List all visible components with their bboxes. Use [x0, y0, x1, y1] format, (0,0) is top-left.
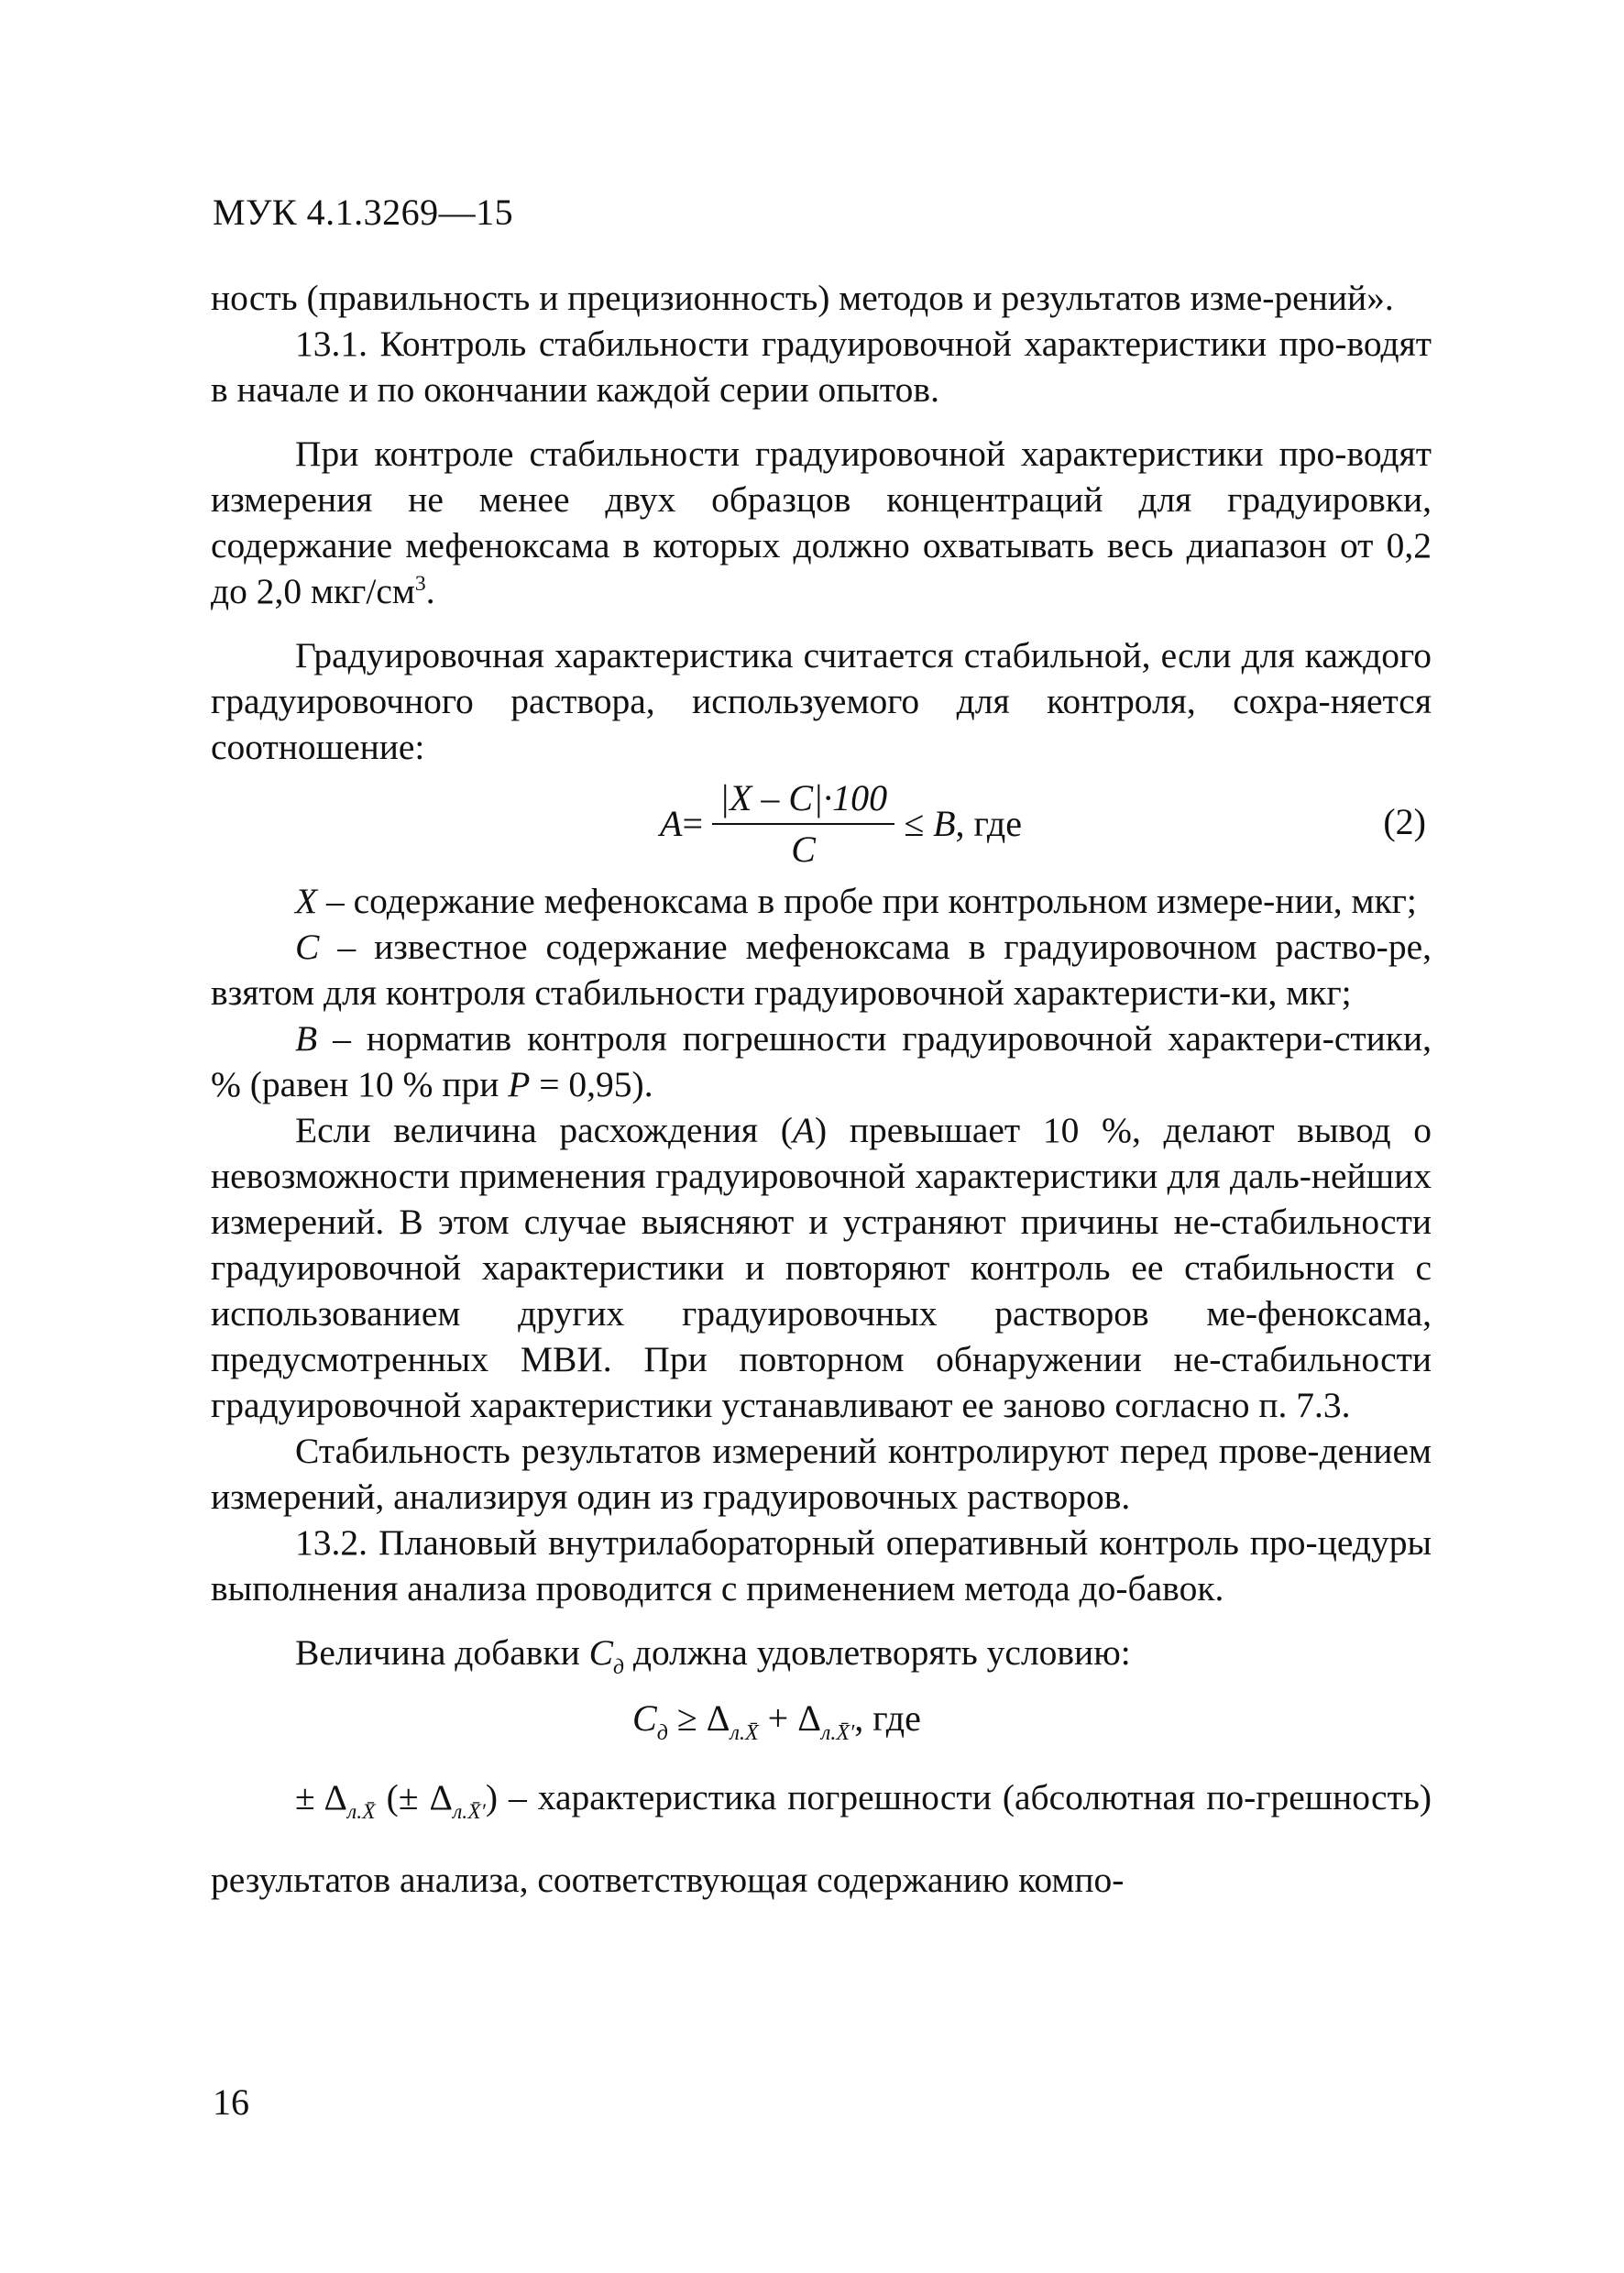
- page-number: 16: [213, 2081, 249, 2123]
- paragraph-stability-control: При контроле стабильности градуировочной характеристики про-водят измерения не менее двух образцов концентраций для градуировки, содержание мефеноксама в которых должно охватывать весь диапазон от 0,2 до 2,0 мкг/$см^3$.: [211, 434, 1432, 611]
- definition-c: С – известное содержание мефеноксама в градуировочном раство-ре, взятом для контроля стабильности градуировочной характеристи-ки, мкг;: [211, 927, 1432, 1013]
- formula-2: [211, 770, 1432, 878]
- body-text: [211, 275, 1432, 1914]
- definition-b: B – норматив контроля погрешности градуировочной характери-стики, % (равен 10 % при P = 0,95).: [211, 1018, 1432, 1104]
- formula-tail: , где: [955, 803, 1023, 844]
- formula-additive: [211, 1690, 1432, 1763]
- formula-additive-tail: , где: [854, 1697, 921, 1739]
- paragraph-discrepancy: Если величина расхождения (A) превышает 10 %, делают вывод о невозможности применения градуировочной характеристики для даль-нейших измерений. В этом случае выясняют и устраняют причины не-стабильности градуировочной характеристики и повторяют контроль ее стабильности с использованием других градуировочных растворов ме-феноксама, предусмотренных МВИ. При повторном обнаружении не-стабильности градуировочной характеристики устанавливают ее заново согласно п. 7.3.: [211, 1110, 1432, 1425]
- formula-additive-lhs-sub: д: [656, 1721, 668, 1745]
- paragraph-additive-condition: Величина добавки $C_д$ должна удовлетворять условию:: [295, 1632, 1131, 1679]
- formula-equals: =: [682, 803, 703, 844]
- formula-additive-sub1: л.X̄: [730, 1721, 759, 1745]
- paragraph-continuation: ность (правильность и прецизионность) методов и результатов изме-рений».: [211, 278, 1394, 318]
- formula-additive-plus: + Δ: [758, 1697, 821, 1739]
- formula-relation: ≤ B: [904, 803, 956, 844]
- document-code-header: МУК 4.1.3269—15: [213, 192, 514, 233]
- paragraph-results-stability: Стабильность результатов измерений контролируют перед прове-дением измерений, анализируя один из градуировочных растворов.: [211, 1431, 1432, 1517]
- formula-additive-sub2: л.X̄′: [820, 1721, 855, 1745]
- equation-number: (2): [1383, 801, 1426, 842]
- formula-numerator: |X – C|·100: [712, 775, 894, 825]
- definition-x: X – содержание мефеноксама в пробе при контрольном измере-нии, мкг;: [295, 881, 1417, 921]
- formula-additive-lhs: C: [632, 1697, 657, 1739]
- paragraph-13-2: 13.2. Плановый внутрилабораторный оперативный контроль про-цедуры выполнения анализа проводится с применением метода до-бавок.: [211, 1522, 1432, 1609]
- formula-denominator: C: [791, 829, 816, 870]
- formula-lhs: A: [660, 803, 683, 844]
- paragraph-error-characteristic: ± $\Delta_{л.X̄}$ (± $\Delta_{л.X̄'}$) – характеристика погрешности (абсолютная по-грешность) результатов анализа, соответствующая содержанию компо-: [211, 1777, 1432, 1900]
- formula-fraction: [712, 775, 894, 873]
- paragraph-stable-criterion: Градуировочная характеристика считается стабильной, если для каждого градуировочного раствора, используемого для контроля, сохра-няется соотношение:: [211, 635, 1432, 767]
- formula-additive-op: ≥ Δ: [667, 1697, 730, 1739]
- paragraph-13-1: 13.1. Контроль стабильности градуировочной характеристики про-водят в начале и по окончании каждой серии опытов.: [211, 324, 1432, 410]
